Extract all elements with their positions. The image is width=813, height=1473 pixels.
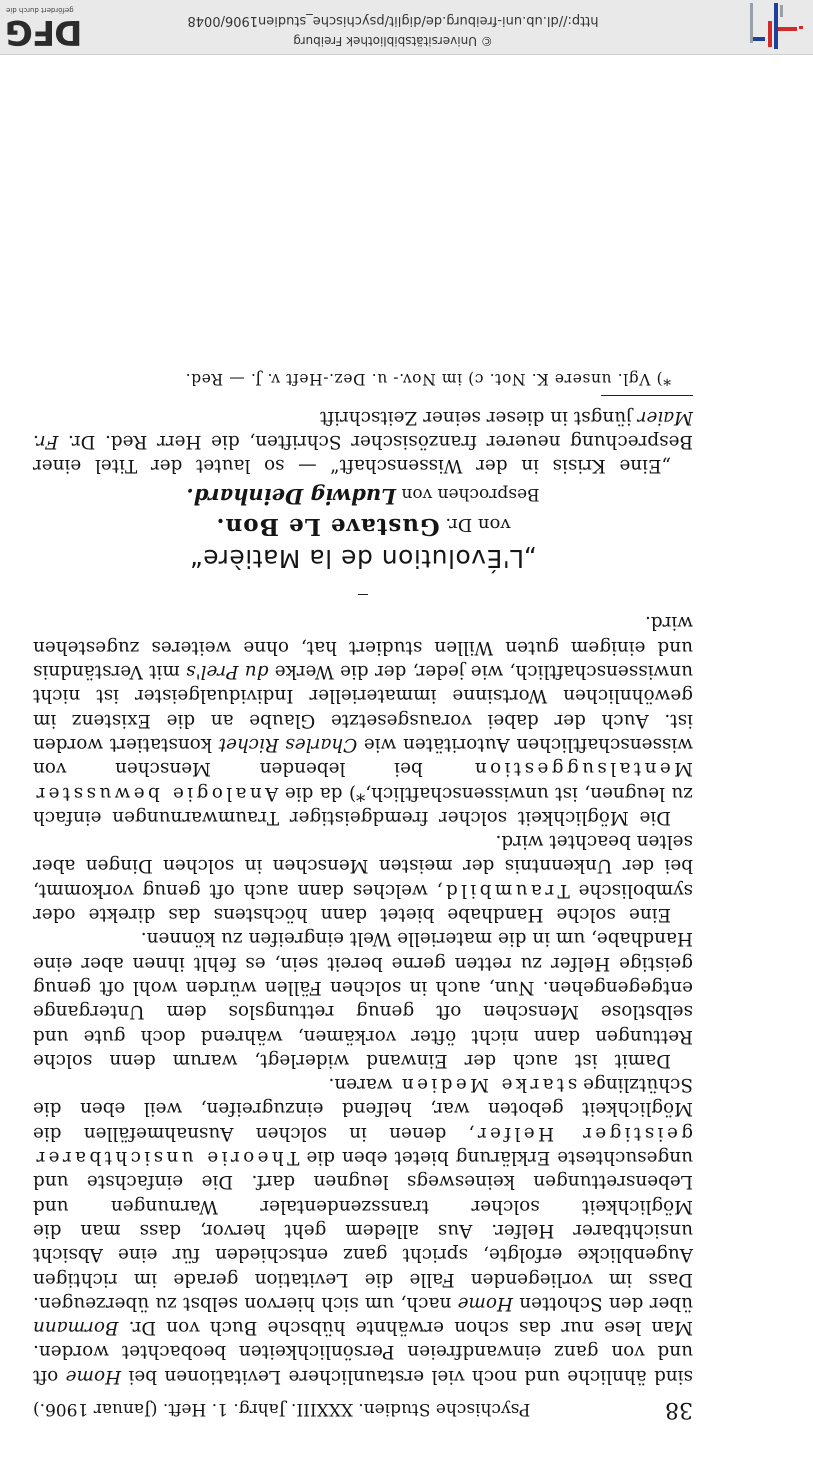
paragraph-levitation: sind ähnliche und noch viel erstaunlichere Levitationen bei Home oft und von ganz einwandfreien Persönlichkeiten beobachtet worden. Man lese nur das schon erwähnte hübsche Buch von Dr. Bormann über den Schotten Home nach, um sich hiervon selbst zu überzeugen. Dass im vorliegenden Falle die Levitation gerade im richtigen Augenblicke erfolgte, spricht ganz entschieden für eine Absicht unsichtbarer Helfer. Aus alledem geht hervor, dass man die Möglichkeit solcher transszendentaler Warnungen und Lebensrettungen keineswegs leugnen darf. Die einfachste und ungesuchteste Erklärung bietet eben die Theorie unsichtbarer geistiger Helfer, denen in solchen Ausnahmefällen die Möglichkeit geboten war, helfend einzugreifen, weil eben die Schützlinge starke Medien waren. xyxy=(33,1074,693,1387)
review-title: „L'Évolution de la Matière“ xyxy=(189,543,537,573)
dfg-logo-icon: DFG gefördert durch die xyxy=(6,6,83,52)
footnote: *) Vgl. unsere K. Not. c) im Nov.- u. Dez.-Heft v. J. — Red. xyxy=(185,370,671,389)
footnote-rule xyxy=(601,395,693,396)
library-footer xyxy=(0,0,813,55)
review-reviewer: Besprochen von Ludwig Deinhard. xyxy=(186,483,540,509)
ub-freiburg-logo-icon xyxy=(747,1,805,51)
paragraph-einwand: Damit ist auch der Einwand widerlegt, warum denn solche Rettungen dann nicht öfter vorkämen, während doch gute und selbstlose Menschen oft genug rettungslos dem Untergange entgegengehen. Nun, auch in solchen Fällen würden wohl oft genug geistige Helfer zu retten gerne bereit sein, es fehlt ihnen aber eine Handhabe, um in die materielle Welt eingreifen zu können. xyxy=(33,928,693,1071)
copyright-text: © Universitätsbibliothek Freiburg xyxy=(293,34,493,48)
paragraph-handhabe: Eine solche Handhabe bietet dann höchstens das direkte oder symbolische Traumbild, welches dann auch oft genug vorkommt, bei der Unkenntnis der meisten Menschen in solchen Dingen aber selten beachtet wird. xyxy=(32,831,693,926)
review-body: „Eine Krisis in der Wissenschaft“ — so lautet der Titel einer Besprechung neuerer französischer Schriften, die Herr Red. Dr. Fr. Maier jüngst in dieser seiner Zeitschrift xyxy=(33,406,693,477)
section-dash xyxy=(33,582,693,606)
review-author: von Dr. Gustave Le Bon. xyxy=(215,512,511,540)
permalink-url[interactable]: http://dl.ub.uni-freiburg.de/diglit/psychische_studien1906/0048 xyxy=(187,13,599,28)
page-number: 38 xyxy=(665,1397,693,1422)
page-text xyxy=(33,368,693,1421)
running-header xyxy=(33,1397,693,1421)
running-title: Psychische Studien. XXXIII. Jahrg. 1. Heft. (Januar 1906.) xyxy=(33,1399,531,1419)
paragraph-traumwarnungen: Die Möglichkeit solcher fremdgeistiger Traumwarnungen einfach zu leugnen, ist unwissenschaftlich,*) da die Analogie bewusster Mentalsuggestion bei lebenden Menschen von wissenschaftlichen Autoritäten wie Charles Richet konstatiert worden ist. Auch der dabei vorausgesetzte Glaube an die Existenz im gewöhnlichen Wortsinne immaterieller Individualgeister ist nicht unwissenschaftlich, wie jeder, der die Werke du Prel's mit Verständnis und einigem guten Willen studiert hat, ohne weiteres zugestehen wird. xyxy=(33,612,693,828)
